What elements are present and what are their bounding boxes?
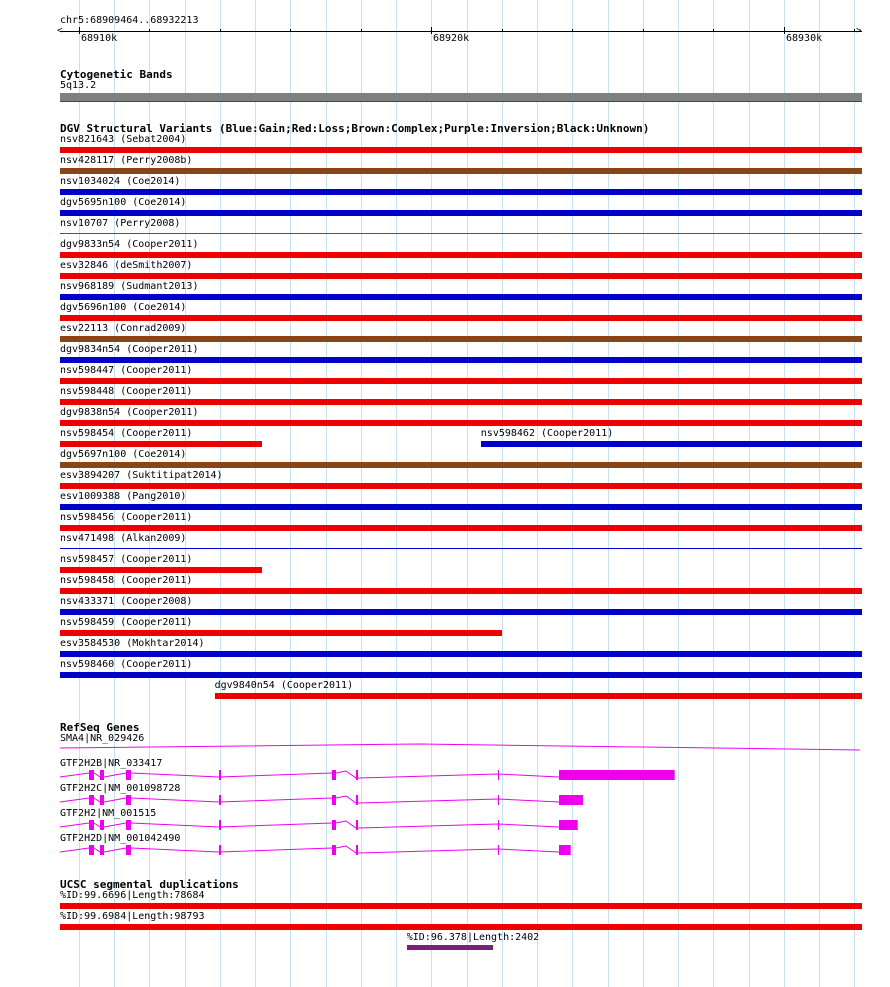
gene-exon	[89, 820, 94, 830]
gene-exon	[100, 845, 104, 855]
gene-exon	[89, 845, 94, 855]
dgv-variant-label: dgv5697n100 (Coe2014)	[60, 449, 187, 460]
ruler-tick-label: 68920k	[433, 33, 470, 44]
segdup-bar	[60, 903, 862, 909]
dgv-track-title: DGV Structural Variants (Blue:Gain;Red:Loss;Brown:Complex;Purple:Inversion;Black:Unknown)	[60, 122, 650, 135]
gene-exon	[498, 820, 499, 830]
gene-exon	[100, 820, 104, 830]
gene-label: GTF2H2D|NM_001042490	[60, 833, 181, 844]
dgv-variant-label: nsv1034024 (Coe2014)	[60, 176, 181, 187]
dgv-variant-label: dgv9838n54 (Cooper2011)	[60, 407, 199, 418]
segdup-bar	[60, 924, 862, 930]
dgv-variant-label: nsv433371 (Cooper2008)	[60, 596, 193, 607]
gene-intron-line	[60, 771, 559, 778]
dgv-variant-label: dgv5696n100 (Coe2014)	[60, 302, 187, 313]
gene-exon	[332, 820, 336, 830]
cytoband-track-title: Cytogenetic Bands	[60, 68, 173, 81]
gene-exon	[356, 770, 358, 780]
gene-intron-line	[60, 796, 559, 803]
gene-exon	[356, 795, 358, 805]
dgv-variant-label: nsv968189 (Sudmant2013)	[60, 281, 199, 292]
gene-label: GTF2H2C|NM_001098728	[60, 783, 181, 794]
gene-intron-line	[60, 846, 559, 853]
gene-exon	[89, 795, 94, 805]
dgv-variant-label: nsv598457 (Cooper2011)	[60, 554, 193, 565]
gene-exon	[126, 820, 131, 830]
gene-exon	[356, 845, 358, 855]
dgv-variant-label: nsv428117 (Perry2008b)	[60, 155, 193, 166]
dgv-variant-label: nsv598459 (Cooper2011)	[60, 617, 193, 628]
gene-exon	[100, 770, 104, 780]
dgv-variant-label: nsv598462 (Cooper2011)	[480, 428, 614, 439]
dgv-variant-label: esv3894207 (Suktitipat2014)	[60, 470, 223, 481]
dgv-variant-label: nsv598454 (Cooper2011)	[60, 428, 193, 439]
dgv-variant-label: dgv9840n54 (Cooper2011)	[214, 680, 354, 691]
ruler-left-arrow-icon: <	[57, 26, 63, 36]
dgv-variant-label: nsv598458 (Cooper2011)	[60, 575, 193, 586]
dgv-variant-label: nsv821643 (Sebat2004)	[60, 134, 187, 145]
ruler-tick-label: 68930k	[786, 33, 823, 44]
gene-exon	[126, 845, 131, 855]
refseq-track-title: RefSeq Genes	[60, 721, 140, 734]
gene-intron-line	[60, 744, 860, 750]
gene-exon	[219, 820, 221, 830]
gene-exon	[498, 795, 499, 805]
dgv-variant-label: esv3584530 (Mokhtar2014)	[60, 638, 205, 649]
gene-terminal-exon	[559, 795, 583, 805]
ruler-right-arrow-icon: >	[856, 26, 862, 36]
gene-exon	[100, 795, 104, 805]
dgv-variant-label: nsv598447 (Cooper2011)	[60, 365, 193, 376]
ruler-position-label: chr5:68909464..68932213	[60, 15, 199, 26]
dgv-variant-label: nsv598460 (Cooper2011)	[60, 659, 193, 670]
gene-exon	[219, 845, 221, 855]
gene-exon	[498, 770, 499, 780]
dgv-variant-label: esv1009388 (Pang2010)	[60, 491, 187, 502]
gene-intron-line	[60, 821, 559, 828]
gene-exon	[219, 795, 221, 805]
dgv-variant-label: nsv598456 (Cooper2011)	[60, 512, 193, 523]
segdup-bar	[407, 945, 493, 950]
gene-exon	[89, 770, 94, 780]
gene-terminal-exon	[559, 770, 675, 780]
dgv-variant-label: dgv9834n54 (Cooper2011)	[60, 344, 199, 355]
gene-terminal-exon	[559, 845, 571, 855]
dgv-variant-label: esv22113 (Conrad2009)	[60, 323, 187, 334]
gene-exon	[219, 770, 221, 780]
dgv-variant-label: dgv5695n100 (Coe2014)	[60, 197, 187, 208]
segdup-track-title: UCSC segmental duplications	[60, 878, 239, 891]
gene-label: SMA4|NR_029426	[60, 733, 145, 744]
dgv-variant-label: esv32846 (deSmith2007)	[60, 260, 193, 271]
dgv-variant-label: nsv10707 (Perry2008)	[60, 218, 181, 229]
gene-exon	[126, 770, 131, 780]
dgv-variant-label: dgv9833n54 (Cooper2011)	[60, 239, 199, 250]
gene-exon	[126, 795, 131, 805]
gene-exon	[356, 820, 358, 830]
segdup-label: %ID:99.6696|Length:78684	[60, 890, 205, 901]
gene-exon	[498, 845, 499, 855]
ruler-tick-label: 68910k	[81, 33, 118, 44]
cytoband-label: 5q13.2	[60, 80, 97, 91]
dgv-variant-label: nsv598448 (Cooper2011)	[60, 386, 193, 397]
gene-label: GTF2H2B|NR_033417	[60, 758, 163, 769]
gene-label: GTF2H2|NM_001515	[60, 808, 157, 819]
segdup-label: %ID:96.378|Length:2402	[406, 932, 540, 943]
gene-exon	[332, 770, 336, 780]
gene-exon	[332, 845, 336, 855]
gene-terminal-exon	[559, 820, 578, 830]
gene-exon	[332, 795, 336, 805]
dgv-variant-label: nsv471498 (Alkan2009)	[60, 533, 187, 544]
segdup-label: %ID:99.6984|Length:98793	[60, 911, 205, 922]
